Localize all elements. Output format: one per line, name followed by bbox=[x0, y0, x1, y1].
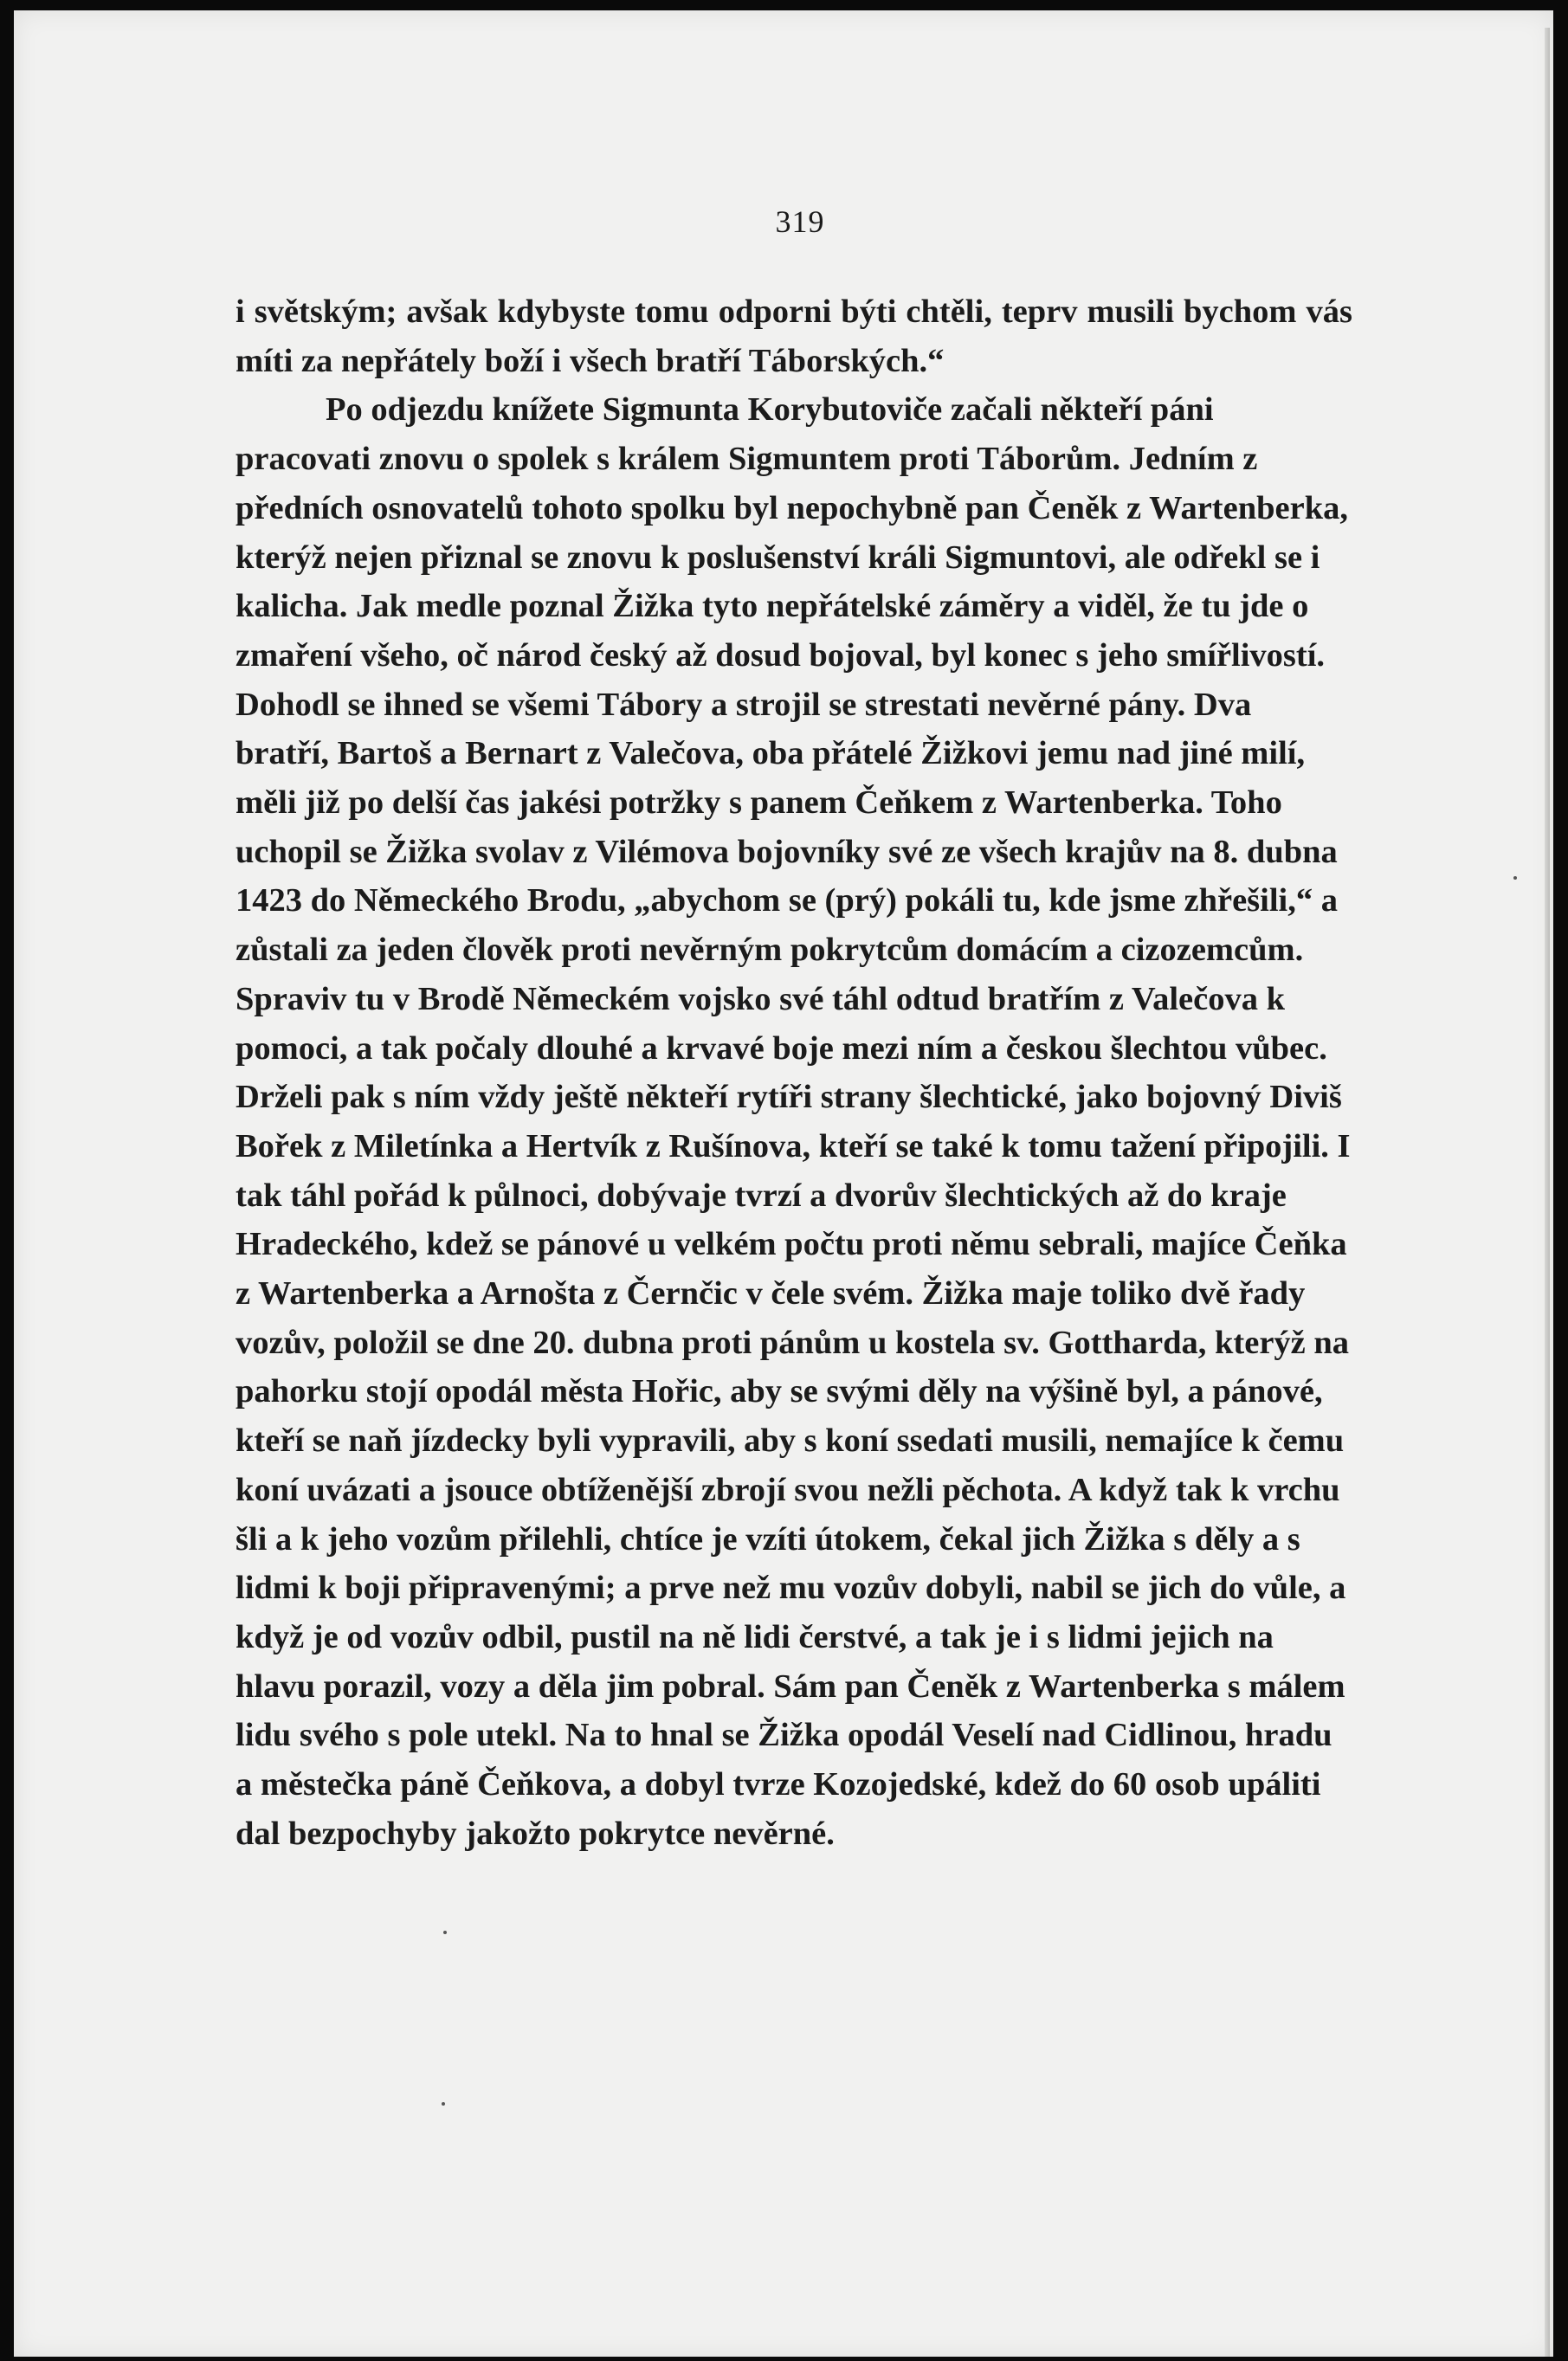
scan-speck bbox=[442, 2102, 445, 2106]
body-text bbox=[236, 287, 1352, 1859]
scan-speck bbox=[1513, 876, 1517, 880]
scan-speck bbox=[443, 1931, 447, 1934]
page-number: 319 bbox=[775, 204, 825, 239]
page-edge-shadow bbox=[1545, 28, 1550, 2357]
scanned-page bbox=[14, 10, 1553, 2357]
paragraph-1: i světským; avšak kdybyste tomu odporni býti chtěli, teprv musili bychom vás míti za nepřátely boží i všech bratří Táborských.“ bbox=[236, 294, 1352, 379]
paragraph-2: Po odjezdu knížete Sigmunta Korybutoviče začali někteří páni pracovati znovu o spolek s králem Sigmuntem proti Táborům. Jedním z předních osnovatelů tohoto spolku byl nepochybně pan Čeněk z Wartenberka, kterýž nejen přiznal se znovu k poslušenství králi Sigmuntovi, ale odřekl se i kalicha. Jak medle poznal Žižka tyto nepřátelské záměry a viděl, že tu jde o zmaření všeho, oč národ český až dosud bojoval, byl konec s jeho smířlivostí. Dohodl se ihned se všemi Tábory a strojil se strestati nevěrné pány. Dva bratří, Bartoš a Bernart z Valečova, oba přátelé Žižkovi jemu nad jiné milí, měli již po delší čas jakési potržky s panem Čeňkem z Wartenberka. Toho uchopil se Žižka svolav z Vilémova bojovníky své ze všech krajův na 8. dubna 1423 do Německého Brodu, „abychom se (prý) pokáli tu, kde jsme zhřešili,“ a zůstali za jeden člověk proti nevěrným pokrytcům domácím a cizozemcům. Spraviv tu v Brodě Německém vojsko své táhl odtud bratřím z Valečova k pomoci, a tak počaly dlouhé a krvavé boje mezi ním a českou šlechtou vůbec. Drželi pak s ním vždy ještě někteří rytíři strany šlechtické, jako bojovný Diviš Bořek z Miletínka a Hertvík z Rušínova, kteří se také k tomu tažení připojili. I tak táhl pořád k půlnoci, dobývaje tvrzí a dvorův šlechtických až do kraje Hradeckého, kdež se pánové u velkém počtu proti němu sebrali, majíce Čeňka z Wartenberka a Arnošta z Černčic v čele svém. Žižka maje toliko dvě řady vozův, položil se dne 20. dubna proti pánům u kostela sv. Gottharda, kterýž na pahorku stojí opodál města Hořic, aby se svými děly na výšině byl, a pánové, kteří se naň jízdecky byli vypravili, aby s koní ssedati musili, nemajíce k čemu koní uvázati a jsouce obtíženější zbrojí svou nežli pěchota. A když tak k vrchu šli a k jeho vozům přilehli, chtíce je vzíti útokem, čekal jich Žižka s děly a s lidmi k boji připravenými; a prve než mu vozův dobyli, nabil se jich do vůle, a když je od vozův odbil, pustil na ně lidi čerstvé, a tak je i s lidmi jejich na hlavu porazil, vozy a děla jim pobral. Sám pan Čeněk z Wartenberka s málem lidu svého s pole utekl. Na to hnal se Žižka opodál Veselí nad Cidlinou, hradu a městečka páně Čeňkova, a dobyl tvrze Kozojedské, kdež do 60 osob upáliti dal bezpochyby jakožto pokrytce nevěrné. bbox=[236, 391, 1351, 1852]
